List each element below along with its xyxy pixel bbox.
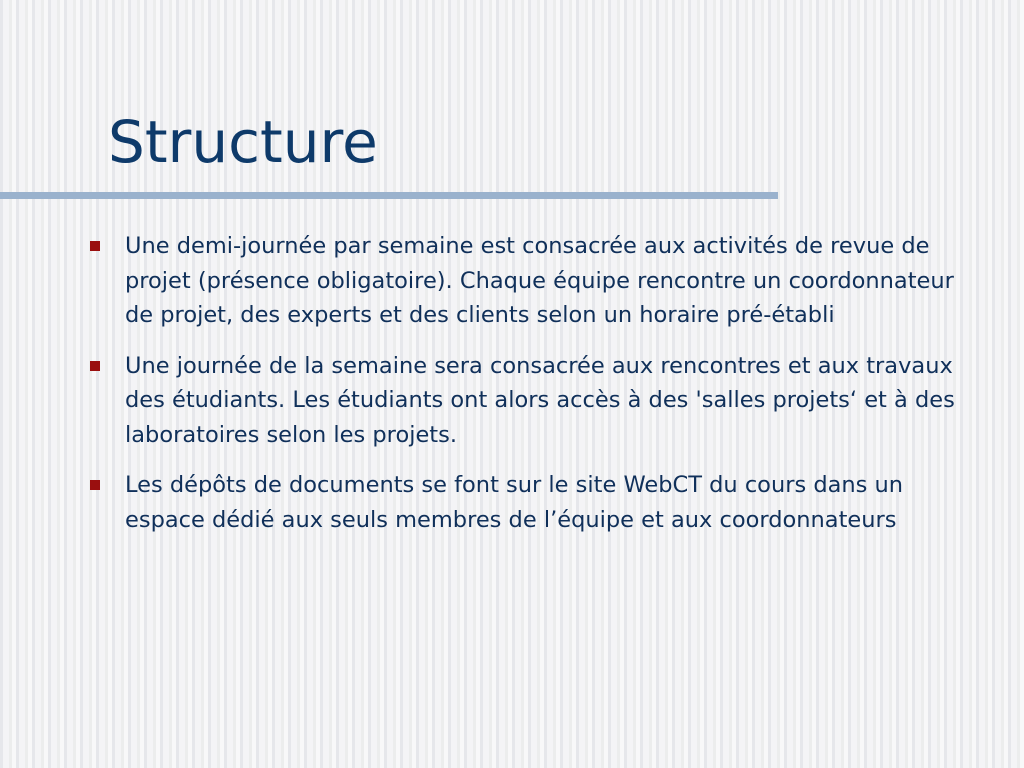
square-bullet-icon	[90, 480, 100, 490]
square-bullet-icon	[90, 361, 100, 371]
square-bullet-icon	[90, 241, 100, 251]
slide-title: Structure	[108, 108, 378, 176]
bullet-text: Une journée de la semaine sera consacrée aux rencontres et aux travaux des étudiants. Les étudiants ont alors accès à des 'salles projets‘ et à des laboratoires selon les projets.	[125, 352, 955, 448]
bullet-item	[86, 468, 976, 537]
bullet-item	[86, 349, 976, 453]
bullet-text: Les dépôts de documents se font sur le site WebCT du cours dans un espace dédié aux seuls membres de l’équipe et aux coordonnateurs	[125, 472, 904, 533]
bullet-text: Une demi-journée par semaine est consacrée aux activités de revue de projet (présence obligatoire). Chaque équipe rencontre un coordonnateur de projet, des experts et des clients selon un horaire pré-établi	[125, 233, 954, 328]
bullet-list	[86, 229, 976, 553]
bullet-item	[86, 229, 976, 333]
title-underline-rule	[0, 192, 778, 199]
